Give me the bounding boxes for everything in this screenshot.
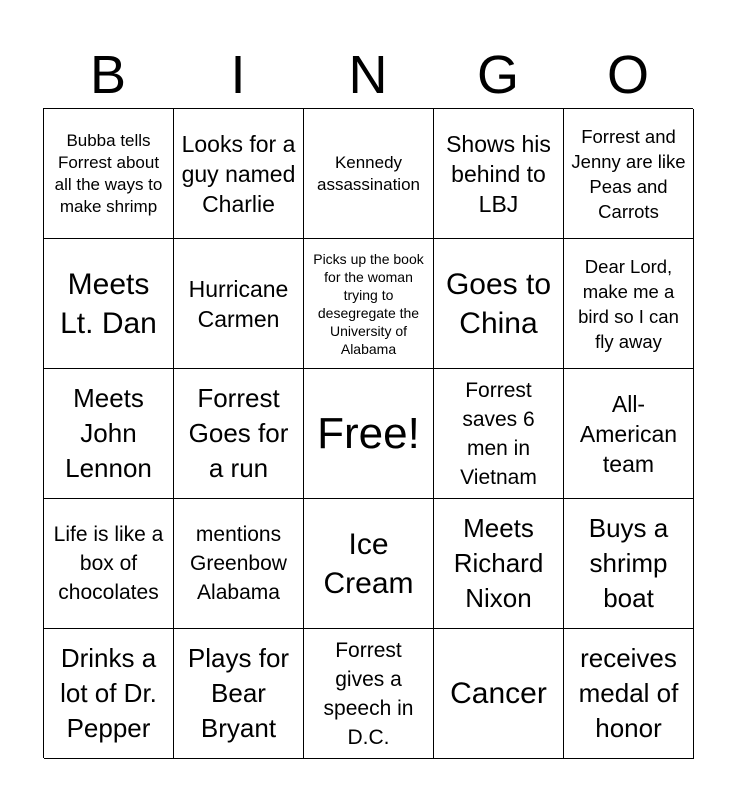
bingo-cell[interactable]	[434, 109, 564, 239]
bingo-cell[interactable]	[44, 239, 174, 369]
cell-text: Forrest and Jenny are like Peas and Carrots	[571, 125, 686, 222]
free-space-text: Free!	[317, 408, 420, 458]
cell-text: Meets Richard Nixon	[453, 513, 544, 613]
cell-text: Looks for a guy named Charlie	[181, 130, 296, 217]
bingo-cell[interactable]	[434, 239, 564, 369]
free-space[interactable]	[304, 369, 434, 499]
cell-text: Picks up the book for the woman trying to desegregate the University of Alabama	[313, 250, 424, 357]
bingo-cell[interactable]	[174, 239, 304, 369]
cell-text: Forrest Goes for a run	[188, 383, 289, 483]
header-letter-i: I	[230, 45, 246, 105]
bingo-cell[interactable]	[304, 499, 434, 629]
cell-text: Meets John Lennon	[65, 383, 152, 483]
bingo-cell[interactable]	[304, 239, 434, 369]
bingo-cell[interactable]	[564, 629, 694, 759]
cell-text: Ice Cream	[323, 527, 414, 600]
header-letter-b: B	[89, 45, 127, 105]
bingo-header	[43, 42, 693, 108]
cell-text: mentions Greenbow Alabama	[190, 523, 287, 604]
cell-text: Plays for Bear Bryant	[187, 643, 290, 743]
cell-text: receives medal of honor	[578, 643, 679, 743]
cell-text: Kennedy assassination	[316, 152, 420, 194]
cell-text: Drinks a lot of Dr. Pepper	[60, 643, 157, 743]
header-letter-n: N	[348, 45, 388, 105]
bingo-cell[interactable]	[174, 629, 304, 759]
cell-text: Buys a shrimp boat	[588, 513, 669, 613]
bingo-cell[interactable]	[174, 109, 304, 239]
bingo-cell[interactable]	[564, 239, 694, 369]
cell-text: Shows his behind to LBJ	[446, 130, 551, 217]
bingo-cell[interactable]	[434, 499, 564, 629]
bingo-cell[interactable]	[174, 369, 304, 499]
bingo-cell[interactable]	[564, 499, 694, 629]
bingo-cell[interactable]	[44, 369, 174, 499]
cell-text: Forrest gives a speech in D.C.	[323, 638, 414, 749]
cell-text: Cancer	[450, 677, 547, 710]
bingo-cell[interactable]	[44, 109, 174, 239]
cell-text: Forrest saves 6 men in Vietnam	[460, 378, 537, 489]
bingo-cell[interactable]	[44, 629, 174, 759]
bingo-cell[interactable]	[564, 369, 694, 499]
bingo-board	[43, 108, 693, 758]
bingo-cell[interactable]	[564, 109, 694, 239]
bingo-cell[interactable]	[434, 369, 564, 499]
cell-text: Meets Lt. Dan	[60, 267, 157, 340]
bingo-cell[interactable]	[434, 629, 564, 759]
bingo-cell[interactable]	[174, 499, 304, 629]
cell-text: All-American team	[579, 390, 678, 477]
bingo-cell[interactable]	[44, 499, 174, 629]
header-letter-o: O	[606, 45, 649, 105]
bingo-cell[interactable]	[304, 629, 434, 759]
cell-text: Hurricane Carmen	[188, 275, 289, 332]
cell-text: Dear Lord, make me a bird so I can fly away	[578, 255, 679, 352]
header-letter-g: G	[476, 45, 519, 105]
bingo-cell[interactable]	[304, 109, 434, 239]
cell-text: Goes to China	[445, 267, 552, 340]
cell-text: Bubba tells Forrest about all the ways to make shrimp	[54, 130, 163, 216]
cell-text: Life is like a box of chocolates	[53, 523, 164, 604]
